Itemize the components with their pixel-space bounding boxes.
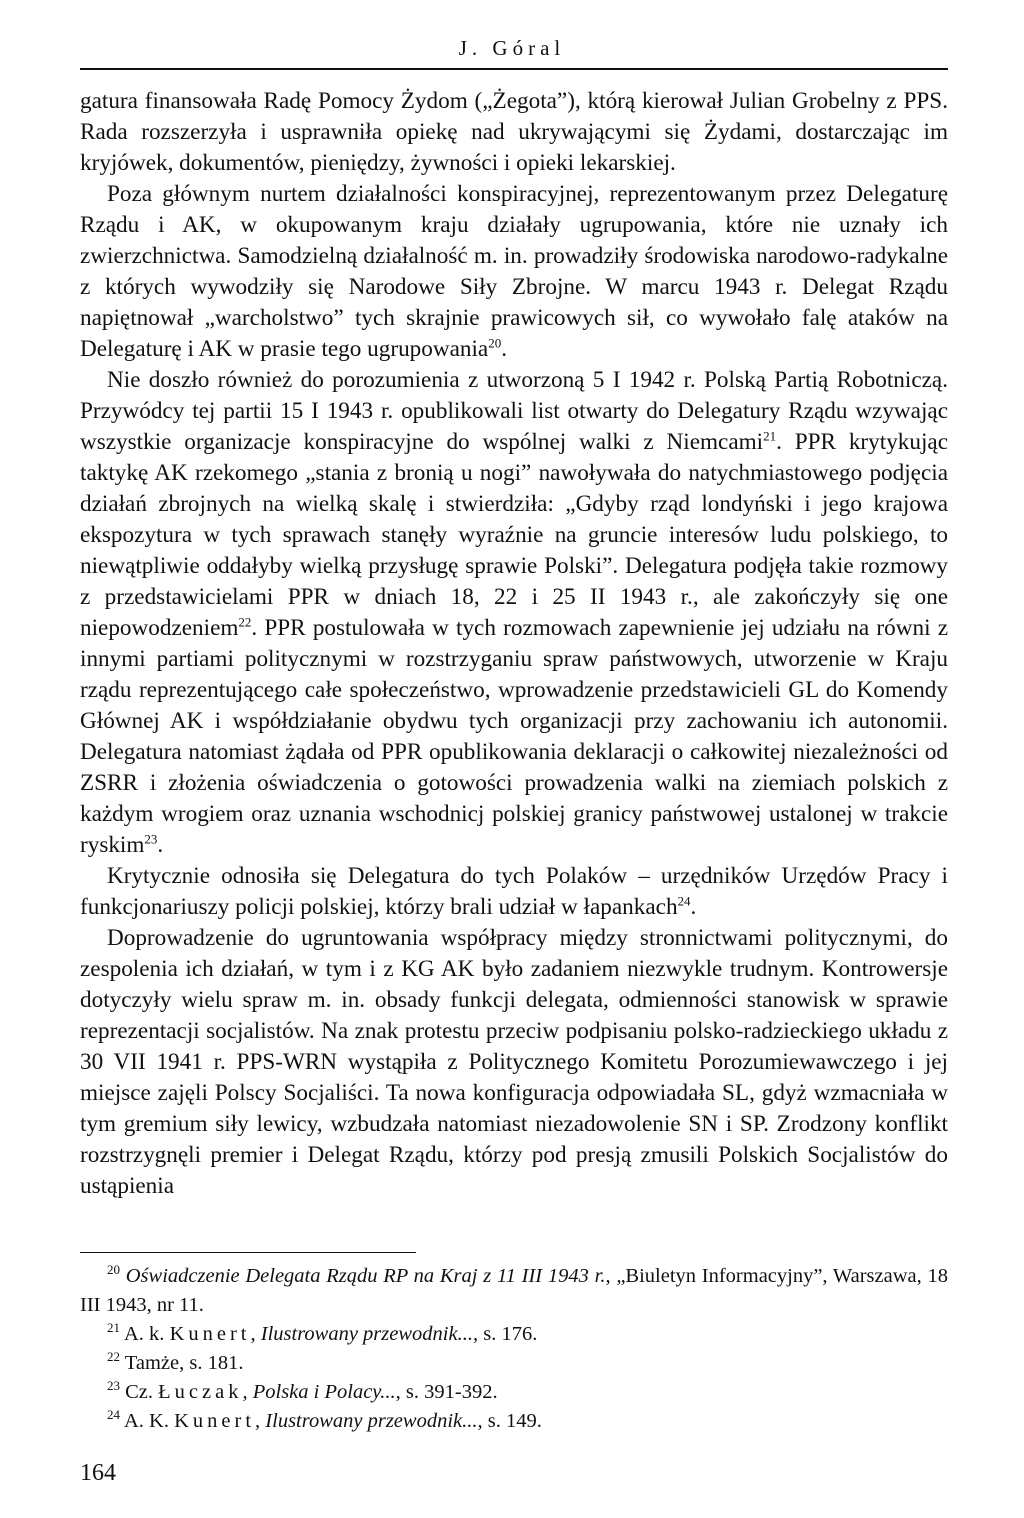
footnote: $^{23}$ Cz. Łuczak, Polska i Polacy..., s. 391-392.	[107, 1378, 498, 1403]
paragraph: Nie doszło również do porozumienia z utworzoną 5 I 1942 r. Polską Partią Robotniczą. Przywódcy tej partii 15 I 1943 r. opublikowali list otwarty do Delegatury Rządu wzywając wszystkie organizacje konspiracyjne do wspólnej walki z Niemcami$^{21}$. PPR krytykując taktykę AK rzekomego „stania z bronią u nogi” nawoływała do natychmiastowego podjęcia działań zbrojnych na wielką skalę i stwierdziła: „Gdyby rząd londyński i jego krajowa ekspozytura w tych sprawach stanęły wyraźnie na gruncie interesów ludu polskiego, to niewątpliwie oddałyby wielką przysługę sprawie Polski”. Delegatura podjęła takie rozmowy z przedstawicielami PPR w dniach 18, 22 i 25 II 1943 r., ale zakończyły się one niepowodzeniem$^{22}$. PPR postulowała w tych rozmowach zapewnienie jej udziału na równi z innymi partiami politycznymi w rozstrzyganiu spraw państwowych, utworzenie w Kraju rządu reprezentującego całe społeczeństwo, wprowadzenie przedstawicieli GL do Komendy Głównej AK i współdziałanie obydwu tych organizacji przy zachowaniu ich autonomii. Delegatura natomiast żądała od PPR opublikowania deklaracji o całkowitej niezależności od ZSRR i złożenia oświadczenia o gotowości prowadzenia walki na ziemiach polskich z każdym wrogiem oraz uznania wschodnicj polskiej granicy państwowej ustalonej w trakcie ryskim$^{23}$.	[80, 367, 948, 858]
body-text	[80, 86, 948, 1202]
running-header: J. Góral	[458, 36, 566, 60]
paragraph: Poza głównym nurtem działalności konspiracyjnej, reprezentowanym przez Delegaturę Rządu i AK, w okupowanym kraju działały ugrupowania, które nie uznały ich zwierzchnictwa. Samodzielną działalność m. in. prowadziły środowiska narodowo-radykalne z których wywodziły się Narodowe Siły Zbrojne. W marcu 1943 r. Delegat Rządu napiętnował „warcholstwo” tych skrajnie prawicowych sił, co wywołało falę ataków na Delegaturę i AK w prasie tego ugrupowania$^{20}$.	[80, 181, 948, 362]
paragraph: gatura finansowała Radę Pomocy Żydom („Żegota”), którą kierował Julian Grobelny z PPS. Rada rozszerzyła i usprawniła opiekę nad ukrywającymi się Żydami, dostarczając im kryjówek, dokumentów, pieniędzy, żywności i opieki lekarskiej.	[80, 88, 948, 176]
paragraph: Krytycznie odnosiła się Delegatura do tych Polaków – urzędników Urzędów Pracy i funkcjonariuszy policji polskiej, którzy brali udział w łapankach$^{24}$.	[80, 863, 948, 920]
footnote: $^{21}$ A. k. Kunert, Ilustrowany przewodnik..., s. 176.	[107, 1320, 538, 1345]
footnote-rule	[80, 1252, 416, 1253]
header-rule	[80, 68, 948, 70]
footnote: $^{22}$ Tamże, s. 181.	[107, 1349, 244, 1374]
footnote-ref: 22	[238, 614, 252, 630]
footnote: $^{24}$ A. K. Kunert, Ilustrowany przewodnik..., s. 149.	[107, 1407, 542, 1432]
footnote-ref: 21	[763, 428, 777, 444]
footnote-ref: 24	[677, 893, 691, 909]
footnotes	[80, 1262, 948, 1436]
page-number: 164	[80, 1460, 116, 1486]
footnote-ref: 20	[488, 335, 502, 351]
footnote-ref: 23	[144, 831, 158, 847]
paragraph: Doprowadzenie do ugruntowania współpracy między stronnictwami politycznymi, do zespolenia ich działań, w tym i z KG AK było zadaniem niezwykle trudnym. Kontrowersje dotyczyły wielu spraw m. in. obsady funkcji delegata, odmienności stanowisk w sprawie reprezentacji socjalistów. Na znak protestu przeciw podpisaniu polsko-radzieckiego układu z 30 VII 1941 r. PPS-WRN wystąpiła z Politycznego Komitetu Porozumiewawczego i jej miejsce zajęli Polscy Socjaliści. Ta nowa konfiguracja odpowiadała SL, gdyż wzmacniała w tym gremium siły lewicy, wzbudzała natomiast niezadowolenie SN i SP. Zrodzony konflikt rozstrzygnęli premier i Delegat Rządu, którzy pod presją zmusili Polskich Socjalistów do ustąpienia	[80, 925, 948, 1199]
footnote: $^{20}$ Oświadczenie Delegata Rządu RP na Kraj z 11 III 1943 r., „Biuletyn Informacyjny”, Warszawa, 18 III 1943, nr 11.	[80, 1262, 949, 1316]
